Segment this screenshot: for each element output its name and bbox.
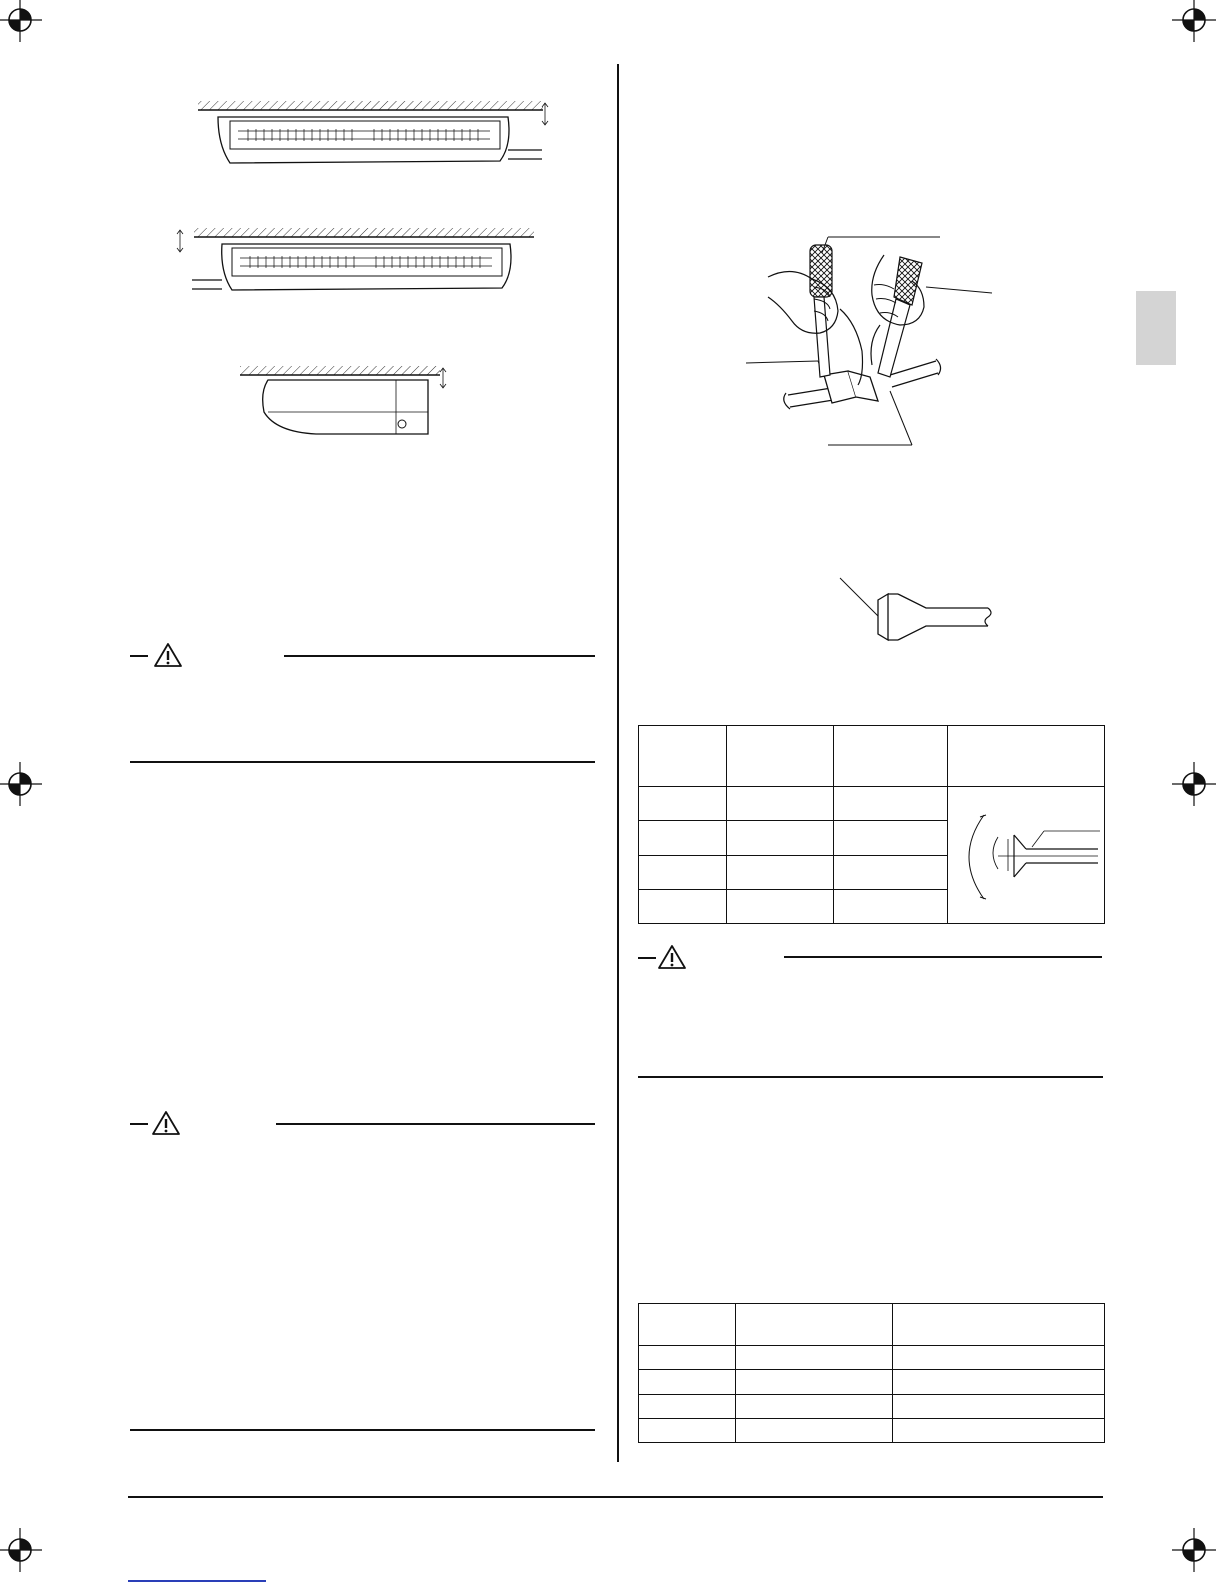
caution-3-top-rule — [784, 956, 1102, 958]
caution-1-top-rule — [284, 655, 595, 657]
flare-table-cell — [639, 787, 727, 821]
torque-table-cell — [639, 1394, 736, 1418]
ceiling-unit-side-view-figure — [236, 362, 456, 442]
flare-table-cell — [727, 821, 833, 855]
flare-dimension-diagram — [948, 807, 1104, 907]
caution-2-top-rule — [276, 1123, 595, 1125]
flare-table-header-cell — [833, 726, 947, 787]
caution-1-lead-dash — [130, 655, 148, 657]
flare-table-cell — [639, 821, 727, 855]
torque-table-cell — [639, 1370, 736, 1394]
caution-1-bottom-rule — [130, 761, 595, 763]
torque-table-cell — [736, 1370, 893, 1394]
registration-mark-mid-left — [0, 760, 44, 808]
torque-table-cell — [893, 1346, 1105, 1370]
registration-mark-mid-right — [1170, 760, 1218, 808]
flare-table-cell — [639, 855, 727, 889]
flare-table-header-cell — [948, 726, 1105, 787]
torque-table-cell — [639, 1418, 736, 1442]
flare-table-cell — [833, 787, 947, 821]
caution-2-lead-dash — [130, 1123, 148, 1125]
flare-table-diagram-cell — [948, 787, 1105, 924]
flare-table-header-cell — [639, 726, 727, 787]
torque-table-cell — [639, 1346, 736, 1370]
flare-table-cell — [833, 821, 947, 855]
footer-link-underline[interactable] — [128, 1580, 266, 1582]
flare-table-cell — [833, 855, 947, 889]
torque-table-cell — [736, 1418, 893, 1442]
flare-table-cell — [727, 855, 833, 889]
warning-icon — [153, 642, 183, 668]
footer-rule — [128, 1496, 1103, 1498]
flare-table-cell — [727, 889, 833, 923]
caution-3-bottom-rule — [638, 1076, 1103, 1078]
flare-dimension-table — [638, 725, 1105, 924]
ceiling-unit-tilt-right-figure — [190, 95, 560, 170]
torque-table — [638, 1303, 1105, 1443]
torque-table-cell — [736, 1346, 893, 1370]
torque-table-header-cell — [736, 1304, 893, 1346]
registration-mark-bottom-right — [1170, 1526, 1218, 1574]
registration-mark-top-left — [0, 0, 44, 44]
torque-table-header-cell — [639, 1304, 736, 1346]
torque-table-cell — [893, 1394, 1105, 1418]
torque-table-cell — [893, 1370, 1105, 1394]
column-divider — [617, 64, 619, 1462]
flare-end-profile-figure — [836, 572, 1006, 650]
torque-table-cell — [736, 1394, 893, 1418]
torque-table-header-cell — [893, 1304, 1105, 1346]
flare-table-cell — [639, 889, 727, 923]
flare-table-cell — [833, 889, 947, 923]
flare-nut-tightening-figure — [740, 225, 1000, 455]
caution-3-lead-dash — [638, 957, 656, 959]
registration-mark-top-right — [1170, 0, 1218, 44]
warning-icon — [657, 944, 687, 970]
flare-table-cell — [727, 787, 833, 821]
registration-mark-bottom-left — [0, 1526, 44, 1574]
flare-table-header-cell — [727, 726, 833, 787]
section-tab-marker — [1136, 291, 1176, 365]
caution-2-bottom-rule — [130, 1429, 595, 1431]
warning-icon — [151, 1110, 181, 1136]
ceiling-unit-tilt-left-figure — [170, 222, 540, 297]
torque-table-cell — [893, 1418, 1105, 1442]
